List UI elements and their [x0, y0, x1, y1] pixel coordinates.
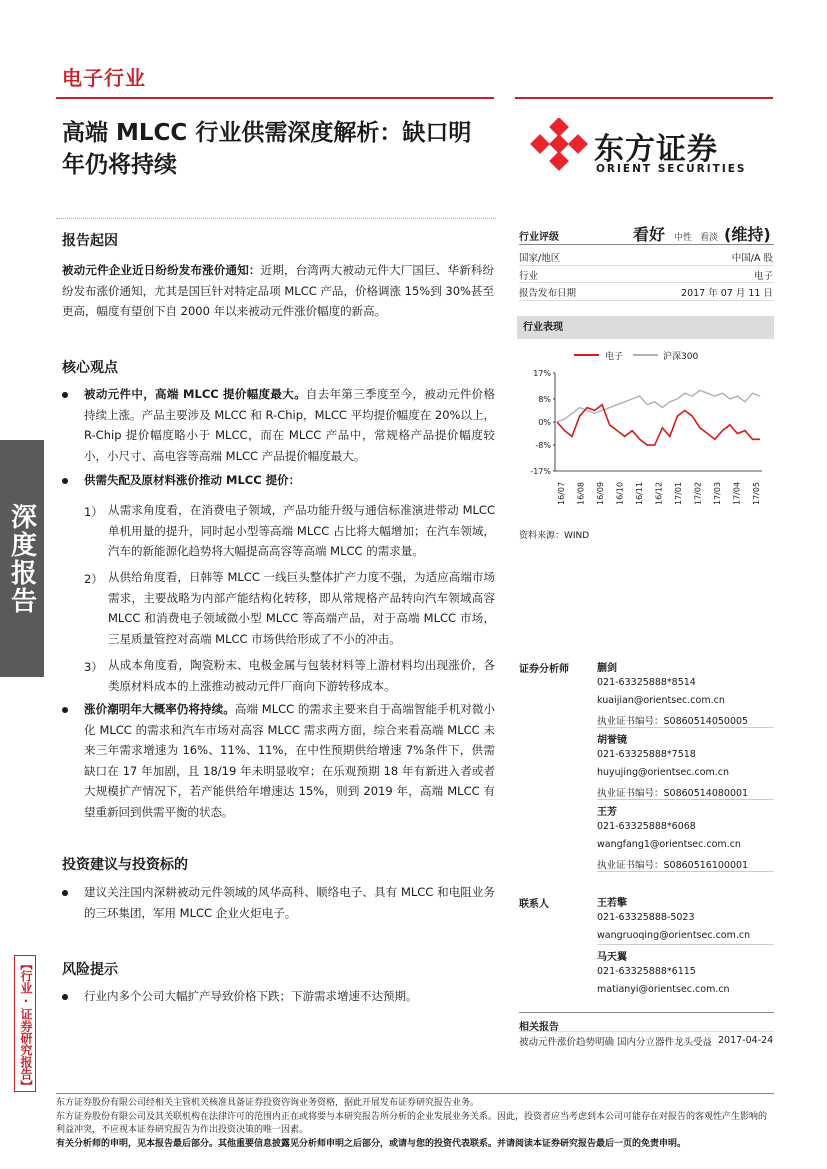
report-title-line2: 年仍将持续 [62, 152, 177, 178]
analyst-2-name: 胡誉镜 [597, 735, 627, 746]
section-risk-title: 风险提示 [62, 962, 118, 978]
contact-1-phone: 021-63325888-5023 [597, 912, 695, 923]
side-tag-text: 【行业·证券研究报告】 [19, 958, 33, 1092]
core-bullet-2 [84, 470, 495, 491]
section-core-title: 核心观点 [62, 360, 118, 376]
related-report-title[interactable]: 被动元件涨价趋势明确 国内分立器件龙头受益 [519, 1037, 713, 1048]
core-b1-lead: 被动元件中，高端 MLCC 提价幅度最大。 [84, 387, 306, 401]
rating-divider [519, 244, 774, 245]
footer-line-2: 东方证券股份有限公司及其关联机构在法律许可的范围内正在或将要与本研究报告所分析的企业发展业务关系。因此，投资者应当考虑到本公司可能存在对报告的客观性产生影响的利益冲突，不应视本证券研究报告为作出投资决策的唯一因素。 [56, 1111, 768, 1135]
core-b2-lead: 供需失配及原材料涨价推动 MLCC 提价： [84, 473, 301, 487]
core-sub-3-text: 从成本角度看，陶瓷粉末、电极金属与包装材料等上游材料均出现涨价，各类原材料成本的上涨推动被动元件厂商向下游转移成本。 [108, 658, 495, 693]
report-title-line1: 高端 MLCC 行业供需深度解析：缺口明 [62, 120, 472, 146]
x-tick-label: 17/02 [693, 481, 703, 505]
info-label-date: 报告发布日期 [519, 288, 577, 299]
logo-english-name: ORIENT SECURITIES [596, 163, 747, 175]
orient-securities-logo [528, 118, 778, 178]
rating-label: 行业评级 [519, 232, 559, 243]
info-label-region: 国家/地区 [519, 253, 561, 264]
footer-line-1: 东方证券股份有限公司经相关主管机关核准具备证券投资咨询业务资格，据此开展发布证券研究报告业务。 [56, 1098, 480, 1108]
legend-label-electronics: 电子 [605, 352, 624, 362]
contact-2-phone: 021-63325888*6115 [597, 966, 696, 977]
y-tick-label: 8% [538, 394, 551, 404]
core-sub-2-number: 2） [84, 572, 103, 586]
x-tick-label: 16/12 [654, 481, 664, 505]
info-divider [519, 265, 774, 266]
contact-2-name: 马天翼 [597, 952, 627, 963]
core-b3-lead: 涨价潮明年大概率仍将持续。 [84, 702, 235, 716]
section-invest-title: 投资建议与投资标的 [62, 857, 188, 873]
series-line-csi300 [557, 390, 760, 422]
analyst-divider [597, 727, 773, 728]
analyst-3-email[interactable]: wangfang1@orientsec.com.cn [597, 839, 741, 850]
contacts-label: 联系人 [519, 899, 549, 910]
analyst-3-cert: 执业证书编号：S0860516100001 [597, 860, 749, 871]
analyst-1-phone: 021-63325888*8514 [597, 677, 696, 688]
x-tick-label: 17/04 [732, 481, 742, 505]
report-title [62, 117, 502, 181]
x-tick-label: 17/01 [674, 481, 683, 505]
core-sub-2-text: 从供给角度看，日韩等 MLCC 一线巨头整体扩产力度不强，为适应高端市场需求，主要战略为内部产能结构化转移，即从常规格产品转向汽车领域高容 MLCC 和消费电子领域微小型 MLCC 等高端产品，对于高端 MLCC 市场，三星质量管控对高端 MLCC 市场供给形成了不小的冲击。 [108, 570, 495, 646]
x-tick-label: 16/07 [557, 481, 566, 505]
core-b1-text: 自去年第三季度至今，被动元件价格持续上涨。产品主要涉及 MLCC 和 R-Chip，MLCC 平均提价幅度在 20%以上，R-Chip 提价幅度略小于 MLCC，而在 MLCC 产品中，常规格产品提价幅度较小，小尺寸、高电容等高端 MLCC 产品提价幅度最大。 [84, 387, 495, 463]
section-origin-body [62, 260, 494, 322]
x-tick-label: 17/03 [713, 481, 722, 505]
rating-option-negative: 看淡 [700, 233, 719, 243]
origin-text: 近期，台湾两大被动元件大厂国巨、华新科纷纷发布涨价通知，尤其是国巨针对特定品项 MLCC 产品，价格调涨 15%到 30%甚至更高，幅度有望创下自 2000 年以来被动元件涨价幅度的新高。 [62, 263, 495, 318]
related-reports-label: 相关报告 [519, 1022, 559, 1033]
risk-text: 行业内多个公司大幅扩产导致价格下跌；下游需求增速不达预期。 [84, 989, 418, 1003]
performance-chart [517, 345, 777, 525]
report-type-tab: 深度报告 [0, 440, 44, 677]
logo-mark-icon [528, 118, 590, 178]
y-tick-label: 17% [533, 369, 551, 378]
footer-rule [56, 1093, 774, 1094]
core-sub-1-number: 1） [84, 505, 103, 519]
analyst-2-phone: 021-63325888*7518 [597, 749, 696, 760]
x-tick-label: 16/11 [635, 481, 644, 505]
bullet-dot-icon [62, 890, 68, 896]
performance-header: 行业表现 [517, 316, 774, 339]
analyst-3-name: 王芳 [597, 807, 617, 818]
core-bullet-1 [84, 384, 495, 466]
logo-chinese-name: 东方证券 [594, 132, 718, 167]
header-rule-right [515, 97, 773, 99]
analysts-label: 证券分析师 [519, 664, 569, 675]
bullet-dot-icon [62, 707, 68, 713]
rating-value: 看好 [633, 225, 666, 244]
bullet-dot-icon [62, 392, 68, 398]
info-value-industry: 电子 [753, 271, 773, 282]
core-sub-3-number: 3） [84, 660, 103, 674]
bullet-dot-icon [62, 994, 68, 1000]
contact-divider [597, 944, 773, 945]
related-top-rule [519, 1012, 774, 1013]
y-tick-label: 0% [538, 418, 551, 427]
related-divider [519, 1031, 774, 1032]
info-value-region: 中国/A 股 [731, 253, 773, 264]
y-tick-label: -8% [535, 441, 551, 451]
bullet-dot-icon [62, 478, 68, 484]
analyst-1-name: 蒯剑 [597, 663, 617, 674]
x-tick-label: 16/09 [596, 481, 605, 505]
info-label-industry: 行业 [519, 271, 539, 282]
x-tick-label: 16/08 [576, 481, 586, 505]
header-rule-left [56, 97, 494, 99]
analyst-3-phone: 021-63325888*6068 [597, 821, 696, 832]
invest-text: 建议关注国内深耕被动元件领域的风华高科、顺络电子、具有 MLCC 和电阻业务的三环集团，军用 MLCC 企业火炬电子。 [84, 885, 495, 920]
y-tick-label: -17% [530, 467, 551, 476]
contact-1-name: 王若擎 [597, 898, 627, 909]
footer-line-3: 有关分析师的申明，见本报告最后部分。其他重要信息披露见分析师申明之后部分，或请与您的投资代表联系。并请阅读本证券研究报告最后一页的免责申明。 [56, 1138, 687, 1149]
core-b3-text: 高端 MLCC 的需求主要来自于高端智能手机对微小化 MLCC 的需求和汽车市场对高容 MLCC 需求两方面，综合来看高端 MLCC 未来三年需求增速为 16%、11%、11%，在中性预期供给增速 7%条件下，供需缺口在 17 年加剧，且 18/19 年未明显收窄；在乐观预期 18 年有新进入者或者大规模扩产情况下，若产能供给年增速达 15%，则到 2019 年，高端 MLCC 有望重新回到供需平衡的状态。 [84, 702, 496, 819]
title-divider [56, 218, 496, 219]
contact-1-email[interactable]: wangruoqing@orientsec.com.cn [597, 930, 751, 941]
core-sub-1-text: 从需求角度看，在消费电子领域，产品功能升级与通信标准演进带动 MLCC 单机用量的提升，同时起小型等高端 MLCC 占比将大幅增加；在汽车领域，汽车的新能源化趋势将大幅提高高容等高端 MLCC 的需求量。 [108, 503, 495, 558]
analyst-divider [597, 799, 773, 800]
rating-status: (维持) [724, 225, 771, 244]
rating-option-neutral: 中性 [674, 233, 693, 243]
analyst-1-cert: 执业证书编号：S0860514050005 [597, 716, 749, 727]
info-divider [519, 282, 774, 283]
chart-source: 资料来源：WIND [519, 531, 590, 541]
section-origin-title: 报告起因 [62, 233, 118, 249]
analyst-2-email[interactable]: huyujing@orientsec.com.cn [597, 767, 730, 778]
industry-title: 电子行业 [62, 66, 146, 90]
analyst-2-cert: 执业证书编号：S0860514080001 [597, 788, 749, 799]
info-divider [519, 300, 774, 301]
origin-lead: 被动元件企业近日纷纷发布涨价通知： [62, 263, 261, 277]
analyst-divider [597, 871, 773, 872]
related-report-date: 2017-04-24 [718, 1035, 774, 1046]
contact-2-email[interactable]: matianyi@orientsec.com.cn [597, 984, 730, 995]
core-bullet-3 [84, 699, 495, 822]
footer-disclaimer [56, 1097, 774, 1151]
analyst-1-email[interactable]: kuaijian@orientsec.com.cn [597, 695, 725, 706]
info-value-date: 2017 年 07 月 11 日 [681, 288, 773, 299]
x-tick-label: 16/10 [615, 481, 625, 505]
legend-label-csi300: 沪深300 [663, 352, 699, 362]
x-tick-label: 17/05 [752, 481, 761, 505]
